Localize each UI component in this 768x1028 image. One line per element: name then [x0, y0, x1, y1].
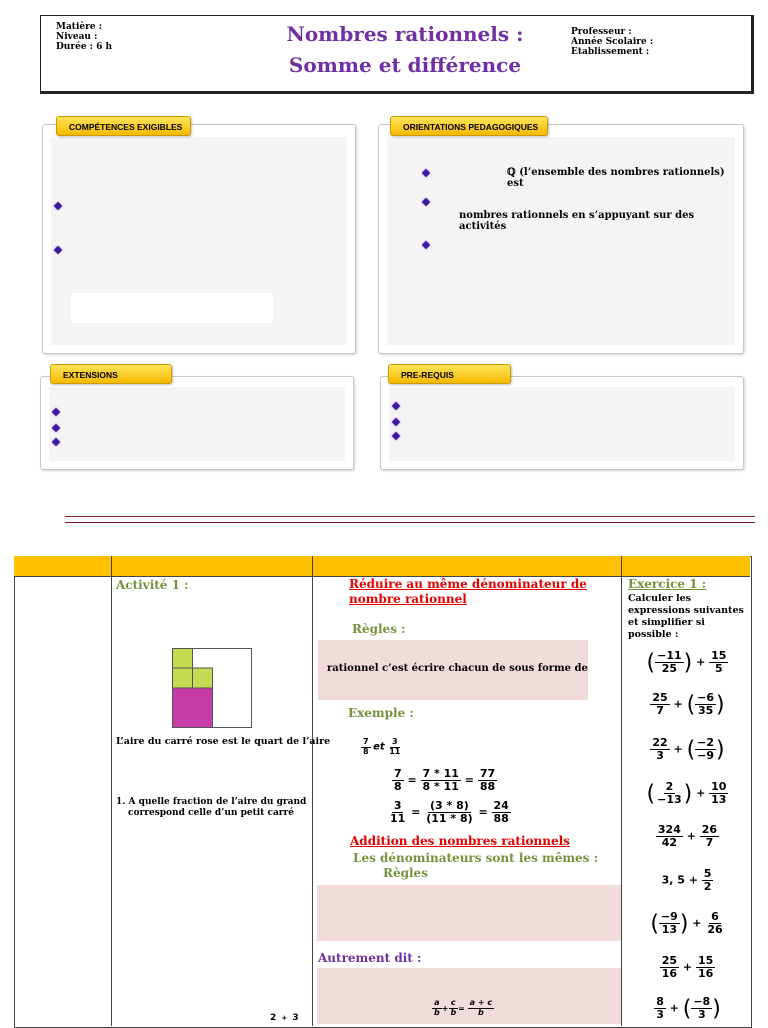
- header-left-meta: [56, 22, 112, 52]
- exercise-title: Exercice 1 :: [628, 577, 707, 591]
- rules-label: Règles :: [352, 622, 406, 636]
- activity-question-cont: correspond celle d’un petit carré: [128, 808, 294, 818]
- fraction: $\frac{25}{7}$: [652, 691, 668, 718]
- fraction: $\frac{324}{42}$: [657, 823, 681, 850]
- lesson-heading: Réduire au même dénominateur de nombre rationnel: [349, 577, 587, 606]
- exercise-item: $\frac{8}{3}$ + ( $\frac{-8}{3}$ ): [656, 995, 721, 1022]
- activity-question: 1. A quelle fraction de l’aire du grand: [116, 797, 307, 807]
- fraction: $\frac{15}{16}$: [697, 954, 714, 981]
- prerequis-panel: [380, 376, 744, 470]
- addition-heading: Addition des nombres rationnels: [350, 834, 570, 848]
- example-pair: $\frac{7}{8}$ et $\frac{3}{11}$: [363, 737, 401, 756]
- orientation-text-1: ℚ (l’ensemble des nombres rationnels) est: [507, 167, 725, 189]
- fraction: $\frac{-2}{-9}$: [697, 736, 715, 763]
- table-header-row: [14, 556, 750, 577]
- rule2-box: [317, 885, 621, 941]
- fraction: $\frac{2}{-13}$: [657, 780, 682, 807]
- competences-panel: [42, 124, 356, 354]
- exercise-item: $\frac{324}{42}$ + $\frac{26}{7}$: [657, 823, 718, 850]
- duration-label: Durée : 6 h: [56, 42, 113, 52]
- pink-square: [173, 688, 213, 728]
- column-divider: [312, 556, 313, 1026]
- column-divider: [111, 556, 112, 1026]
- fraction: $\frac{6}{26}$: [707, 910, 723, 937]
- exercise-item: $\frac{25}{16}$ + $\frac{15}{16}$: [661, 954, 714, 981]
- orientations-tab: ORIENTATIONS PEDAGOGIQUES: [390, 116, 548, 136]
- level-label: Niveau :: [56, 32, 98, 42]
- header-right-meta: [571, 27, 653, 57]
- competences-tab: COMPÉTENCES EXIGIBLES: [56, 116, 191, 136]
- exercise-item: ( $\frac{-11}{25}$ ) + $\frac{15}{5}$: [646, 649, 727, 676]
- exercise-item: 3, 5 + $\frac{5}{2}$: [661, 867, 712, 894]
- fraction: $\frac{25}{16}$: [661, 954, 678, 981]
- addition-formula: $\frac{a}{b}$ + $\frac{c}{b}$ = $\frac{a + c}{b}$: [434, 998, 493, 1017]
- same-denominator-label: Les dénominateurs sont les mêmes :: [353, 851, 599, 865]
- bottom-fraction-hint: 2 + 3: [270, 1013, 299, 1023]
- example-label: Exemple :: [348, 706, 414, 720]
- fraction: $\frac{26}{7}$: [701, 823, 718, 850]
- page-subtitle: Somme et différence: [288, 53, 522, 77]
- fraction: $\frac{22}{3}$: [652, 736, 668, 763]
- orientations-panel: [378, 124, 744, 354]
- square-figure: [172, 648, 252, 728]
- calc-line-2: $\frac{3}{11}$ = $\frac{(3 * 8)}{(11 * 8)}$ = $\frac{24}{88}$: [390, 799, 509, 826]
- extensions-panel: [40, 376, 354, 470]
- fraction: $\frac{10}{13}$: [711, 780, 727, 807]
- calc-line-1: $\frac{7}{8}$ = $\frac{7 * 11}{8 * 11}$ = $\frac{77}{88}$: [394, 767, 496, 794]
- blank-field: [71, 293, 273, 323]
- column-divider: [621, 556, 622, 1026]
- extensions-tab: EXTENSIONS: [50, 364, 172, 384]
- rules2-label: Règles: [383, 866, 428, 880]
- exercise-item: $\frac{22}{3}$ + ( $\frac{-2}{-9}$ ): [652, 736, 725, 763]
- exercise-instructions: Calculer les expressions suivantes et simplifier si possible :: [628, 593, 744, 640]
- fraction: $\frac{15}{5}$: [711, 649, 727, 676]
- exercise-item: $\frac{25}{7}$ + ( $\frac{-6}{35}$ ): [652, 691, 725, 718]
- activity-title: Activité 1 :: [116, 578, 189, 592]
- prerequis-tab: PRE-REQUIS: [388, 364, 511, 384]
- autrement-label: Autrement dit :: [318, 951, 422, 965]
- fraction: $\frac{-11}{25}$: [657, 649, 682, 676]
- small-square: [173, 649, 193, 669]
- rule-text: rationnel c’est écrire chacun de sous forme de: [327, 663, 588, 674]
- small-square: [193, 668, 213, 688]
- fraction: $\frac{-9}{13}$: [660, 910, 678, 937]
- teacher-label: Professeur :: [571, 27, 632, 37]
- fraction: $\frac{5}{2}$: [703, 867, 712, 894]
- exercise-item: ( $\frac{2}{-13}$ ) + $\frac{10}{13}$: [646, 780, 727, 807]
- fraction: $\frac{-8}{3}$: [693, 995, 711, 1022]
- school-label: Etablissement :: [571, 47, 650, 57]
- fraction: $\frac{-6}{35}$: [697, 691, 715, 718]
- fraction: $\frac{8}{3}$: [656, 995, 664, 1022]
- school-year-label: Année Scolaire :: [571, 37, 654, 47]
- orientation-text-2: nombres rationnels en s’appuyant sur des activités: [459, 210, 695, 232]
- activity-caption: L’aire du carré rose est le quart de l’aire: [116, 736, 331, 747]
- subject-label: Matière :: [56, 22, 103, 32]
- exercise-item: ( $\frac{-9}{13}$ ) + $\frac{6}{26}$: [650, 910, 723, 937]
- small-square: [173, 668, 193, 688]
- section-divider: [65, 516, 755, 523]
- page-title: Nombres rationnels :: [286, 22, 524, 46]
